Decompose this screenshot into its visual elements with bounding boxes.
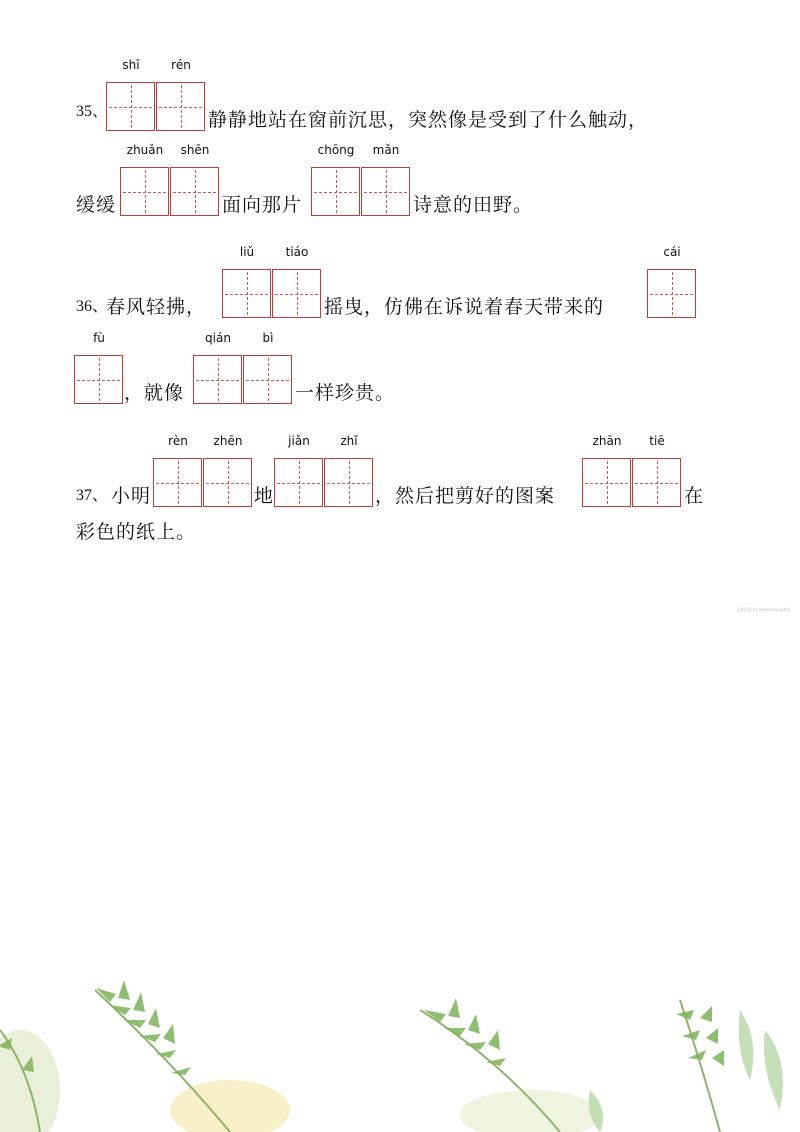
pinyin: shēn [180, 143, 210, 157]
pinyin: zhǐ [340, 434, 358, 448]
q36-blank-cai[interactable] [647, 245, 697, 319]
q35-number: 35、 [76, 103, 109, 120]
q36-line1 [0, 245, 800, 319]
q36-blank-qianbi[interactable] [193, 331, 293, 405]
q36-text: 一样珍贵。 [295, 382, 396, 404]
fern-decoration [0, 940, 800, 1132]
watermark: 【本资源来自www.xxx.com】 [736, 607, 792, 612]
pinyin: zhān [592, 434, 622, 448]
pinyin: rèn [168, 434, 188, 448]
q35-text: 缓缓 [76, 194, 117, 216]
q35-text: 面向那片 [222, 194, 303, 216]
q37-text: 彩色的纸上。 [76, 521, 197, 543]
q36-text: ，就像 [124, 382, 185, 404]
pinyin: chōng [317, 143, 355, 157]
q37-blank-zhantie[interactable] [582, 434, 682, 508]
q36-number: 36、 [76, 298, 109, 315]
pinyin: zhēn [213, 434, 243, 448]
q35-blank-shiren[interactable] [106, 58, 206, 132]
pinyin: jiǎn [288, 434, 310, 448]
q37-text: 在 [684, 485, 705, 507]
q37-blank-jianzhi[interactable] [274, 434, 374, 508]
pinyin: rén [171, 58, 191, 72]
q37-blank-renzhen[interactable] [153, 434, 253, 508]
q35-blank-chongman[interactable] [311, 143, 411, 217]
q36-blank-liutiao[interactable] [222, 245, 322, 319]
q35-line1 [0, 58, 800, 132]
q36-text: 春风轻拂， [106, 296, 207, 318]
pinyin: liǔ [239, 245, 255, 259]
pinyin: mǎn [372, 143, 400, 157]
pinyin: tiáo [285, 245, 309, 259]
pinyin: zhuǎn [126, 143, 164, 157]
q37-text: 地 [254, 485, 275, 507]
q36-line2 [0, 331, 800, 405]
q35-text: 静静地站在窗前沉思，突然像是受到了什么触动， [208, 109, 649, 131]
pinyin: qián [205, 331, 231, 345]
q37-line1 [0, 434, 800, 508]
q37-text: 小明 [111, 485, 152, 507]
pinyin: bì [262, 331, 274, 345]
q36-text: 摇曳，仿佛在诉说着春天带来的 [324, 296, 605, 318]
pinyin: cái [663, 245, 681, 259]
q35-blank-zhuanshen[interactable] [120, 143, 220, 217]
q37-line2 [0, 508, 800, 558]
q37-number: 37、 [76, 487, 109, 504]
q35-text: 诗意的田野。 [413, 194, 534, 216]
q37-text: ，然后把剪好的图案 [375, 485, 556, 507]
pinyin: shī [122, 58, 140, 72]
q35-line2 [0, 143, 800, 217]
q36-blank-fu[interactable] [74, 331, 124, 405]
pinyin: fù [93, 331, 105, 345]
pinyin: tiē [649, 434, 665, 448]
